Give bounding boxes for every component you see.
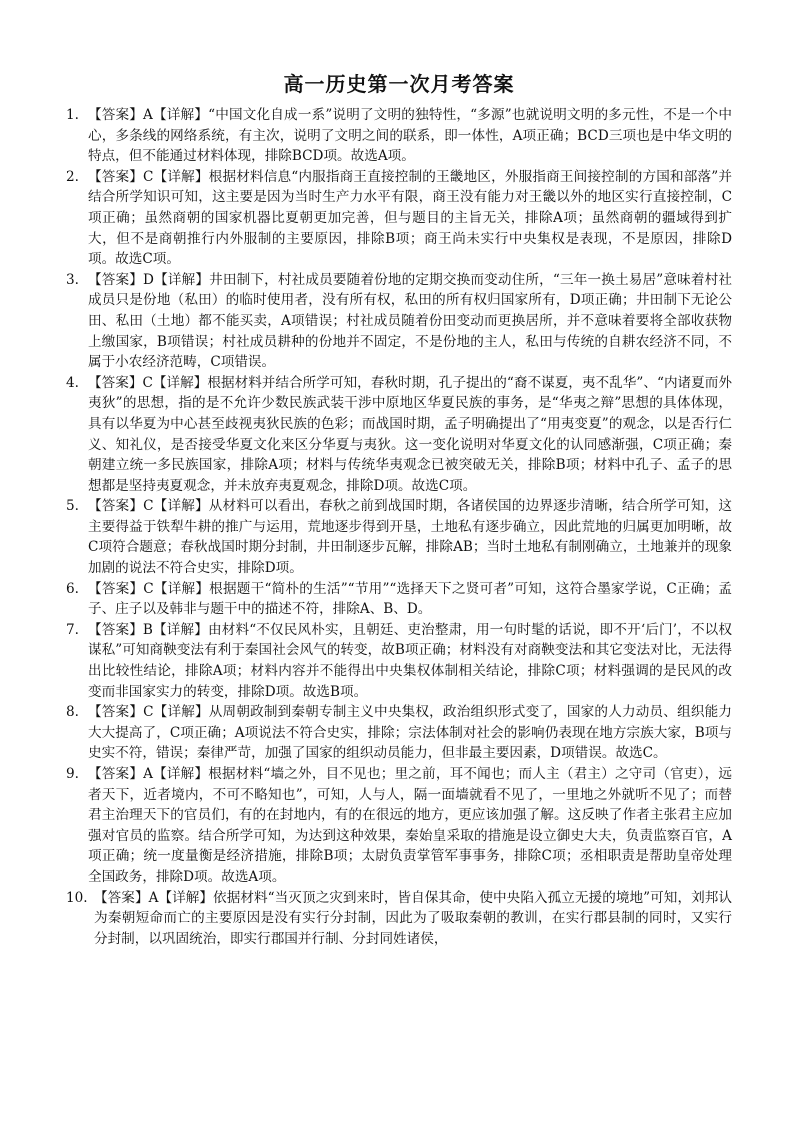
- item-text: 【答案】C【详解】从周朝政制到秦朝专制主义中央集权，政治组织形式变了，国家的人力动员、组织能力大大提高了，C项正确；A项说法不符合史实，排除；宗法体制对社会的影响仍表现在地方宗族大家，B项与史实不符，错误；秦律严苛，加强了国家的组织动员能力，但非最主要因素，D项错误。故选C。: [88, 704, 732, 762]
- item-number: 2.: [66, 168, 79, 185]
- item-number: 3.: [66, 271, 79, 288]
- item-text: 【答案】B【详解】由材料“不仅民风朴实，且朝廷、吏治整肃，用一句时髦的话说，即不开‘后门’，不以权谋私”可知商鞅变法有利于秦国社会风气的转变，故B项正确；材料没有对商鞅变法和其它变法对比，无法得出比较性结论，排除A项；材料内容并不能得出中央集权体制相关结论，排除C项；材料强调的是民风的改变而非国家实力的转变，排除D项。故选B项。: [88, 621, 732, 700]
- answer-item-6: [66, 579, 732, 620]
- item-text: 【答案】A【详解】根据材料“墙之外，目不见也；里之前，耳不闻也；而人主（君主）之守司（官吏），远者天下，近者境内，不可不略知也”，可知，人与人，隔一面墙就看不见了，一里地之外就听不见了；而替君主治理天下的官员们，有的在封地内，有的在很远的地方，更应该加强了解。这反映了作者主张君主应加强对官员的监察。结合所学可知，为达到这种效果，秦始皇采取的措施是设立御史大夫，负责监察百官，A项正确；统一度量衡是经济措施，排除B项；太尉负责掌管军事事务，排除C项；丞相职责是帮助皇帝处理全国政务，排除D项。故选A项。: [88, 766, 732, 885]
- item-number: 6.: [66, 580, 79, 597]
- item-number: 8.: [66, 704, 79, 721]
- answer-item-2: [66, 167, 732, 270]
- item-text: 【答案】C【详解】根据题干“简朴的生活”“节用”“选择天下之贤可者”可知，这符合墨家学说，C正确；孟子、庄子以及韩非与题干中的描述不符，排除A、B、D。: [88, 580, 732, 618]
- page-title: 高一历史第一次月考答案: [283, 72, 515, 96]
- item-text: 【答案】A【详解】“中国文化自成一系”说明了文明的独特性，“多源”也就说明文明的多元性，不是一个中心，多条线的网络系统，有主次，说明了文明之间的联系，即一体性，A项正确；BCD三项也是中华文明的特点，但不能通过材料体现，排除BCD项。故选A项。: [88, 107, 732, 165]
- answer-item-8: [66, 702, 732, 764]
- answer-item-9: [66, 764, 732, 888]
- item-text: 【答案】C【详解】根据材料并结合所学可知，春秋时期，孔子提出的“裔不谋夏，夷不乱华”、“内诸夏而外夷狄”的思想，指的是不允许少数民族武装干涉中原地区华夏民族的事务，是“华夷之辩”思想的具体体现，具有以华夏为中心甚至歧视夷狄民族的色彩；而战国时期，孟子明确提出了“用夷变夏”的观念，以是否行仁义、知礼仪，是否接受华夏文化来区分华夏与夷狄。这一变化说明对华夏文化的认同感渐强，C项正确；秦朝建立统一多民族国家，排除A项；材料与传统华夷观念已被突破无关，排除B项；材料中孔子、孟子的思想都是坚持夷夏观念，并未放弃夷夏观念，排除D项。故选C项。: [88, 374, 732, 494]
- answer-item-7: [66, 620, 732, 702]
- answer-item-5: [66, 496, 732, 578]
- item-number: 9.: [66, 766, 79, 782]
- item-text: 【答案】C【详解】根据材料信息“内服指商王直接控制的王畿地区，外服指商王间接控制的方国和部落”并结合所学知识可知，这主要是因为当时生产力水平有限，商王没有能力对王畿以外的地区实行直接控制，C项正确；虽然商朝的国家机器比夏朝更加完善，但与题目的主旨无关，排除A项；虽然商朝的疆域得到扩大，但不是商朝推行内外服制的主要原因，排除B项；商王尚未实行中央集权是表现，不是原因，排除D项。故选C项。: [88, 168, 732, 268]
- item-number: 1.: [66, 107, 79, 123]
- item-number: 4.: [66, 374, 79, 391]
- item-text: 【答案】D【详解】井田制下，村社成员要随着份地的定期交换而变动住所，“三年一换土易居”意味着村社成员只是份地（私田）的临时使用者，没有所有权，私田的所有权归国家所有，D项正确；井田制下无论公田、私田（土地）都不能买卖，A项错误；村社成员随着份田变动而更换居所，并不意味着要将全部收获物上缴国家，B项错误；村社成员耕种的份地并不固定，不是份地的主人，私田与传统的自耕农经济不同，不属于小农经济范畴，C项错误。: [88, 271, 732, 371]
- item-text: 【答案】C【详解】从材料可以看出，春秋之前到战国时期，各诸侯国的边界逐步清晰，结合所学可知，这主要得益于铁犁牛耕的推广与运用，荒地逐步得到开垦，土地私有逐步确立，因此荒地的归属更加明晰，故C项符合题意；春秋战国时期分封制，井田制逐步瓦解，排除AB；当时土地私有制刚确立，土地兼并的现象加剧的说法不符合史实，排除D项。: [88, 498, 732, 577]
- item-text: 【答案】A【详解】依据材料“当灭顶之灾到来时，皆自保其命，使中央陷入孤立无援的境地”可知，刘邦认为秦朝短命而亡的主要原因是没有实行分封制，因此为了吸取秦朝的教训，在实行郡县制的同时，又实行分封制，以巩固统治，即实行郡国并行制、分封同姓诸侯，: [94, 889, 732, 947]
- answer-item-1: [66, 105, 732, 167]
- answer-item-4: [66, 373, 732, 497]
- answer-item-3: [66, 270, 732, 373]
- item-number: 5.: [66, 498, 79, 515]
- answer-item-10: [66, 888, 732, 950]
- item-number: 10.: [66, 889, 88, 906]
- item-number: 7.: [66, 621, 79, 638]
